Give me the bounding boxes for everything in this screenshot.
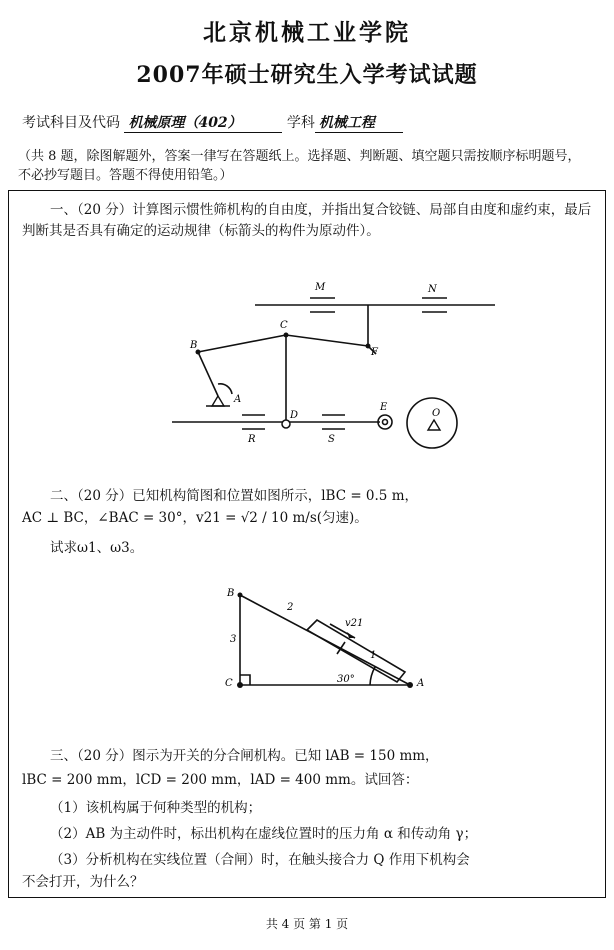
fig1-label-N: N — [428, 284, 437, 295]
fig1-label-B: B — [190, 340, 198, 351]
fig1-label-D: D — [290, 410, 299, 421]
fig1-label-M: M — [315, 282, 326, 293]
question-3-text: 三、（20 分）图示为开关的分合闸机构。已知 lAB = 150 mm， — [50, 748, 439, 764]
fig1-label-S: S — [328, 434, 335, 445]
question-2-ask: 试求ω1、ω3。 — [50, 540, 144, 556]
fig2-label-link2: 2 — [287, 602, 294, 613]
fig1-label-A: A — [234, 394, 242, 405]
exam-title: 2007年硕士研究生入学考试试题 — [136, 62, 478, 88]
fig2-label-A: A — [417, 678, 425, 689]
question-3-sub-1: （1）该机构属于何种类型的机构； — [50, 800, 262, 816]
subject-label: 考试科目及代码 — [22, 115, 120, 131]
fig1-label-R: R — [248, 434, 256, 445]
fig1-label-O: O — [432, 408, 441, 419]
fig2-label-velocity: v21 — [345, 618, 364, 629]
fig2-label-link1: 1 — [370, 650, 377, 661]
fig2-label-B: B — [227, 588, 235, 599]
fig1-label-F: F — [371, 347, 378, 358]
school-name: 北京机械工业学院 — [203, 19, 411, 46]
fig2-label-C: C — [225, 678, 233, 689]
question-2-given: AC ⊥ BC，∠BAC = 30°，v21 = √2 / 10 m/s(匀速)。 — [22, 510, 368, 526]
fig1-label-C: C — [280, 320, 288, 331]
subject-line — [22, 112, 403, 133]
instructions: （共 8 题，除图解题外，答案一律写在答题纸上。选择题、判断题、填空题只需按顺序标明题号，不必抄写题目。答题不得使用铅笔。） — [18, 149, 581, 183]
fig2-label-link3: 3 — [230, 634, 237, 645]
question-1-figure — [150, 270, 510, 460]
question-2-figure — [215, 580, 445, 720]
question-1-text: 一、（20 分）计算图示惯性筛机构的自由度，并指出复合铰链、局部自由度和虚约束，最后判断其是否具有确定的运动规律（标箭头的构件为原动件）。 — [22, 202, 592, 239]
discipline-value: 机械工程 — [315, 112, 403, 133]
question-3-lengths: lBC = 200 mm，lCD = 200 mm，lAD = 400 mm。试回答： — [22, 772, 419, 788]
question-3-sub-3-cont: 不会打开，为什么？ — [22, 874, 144, 890]
fig1-label-E: E — [380, 402, 388, 413]
question-3-sub-3: （3）分析机构在实线位置（合闸）时，在触头接合力 Q 作用下机构会 — [50, 852, 470, 868]
question-2-text: 二、（20 分）已知机构简图和位置如图所示，lBC = 0.5 m， — [50, 488, 418, 504]
page-footer: 共 4 页 第 1 页 — [265, 917, 349, 931]
question-3-sub-2: （2）AB 为主动件时，标出机构在虚线位置时的压力角 α 和传动角 γ； — [50, 826, 478, 842]
fig2-label-angle: 30° — [337, 674, 355, 685]
discipline-label: 学科 — [286, 115, 315, 131]
subject-value: 机械原理（402） — [124, 112, 282, 133]
